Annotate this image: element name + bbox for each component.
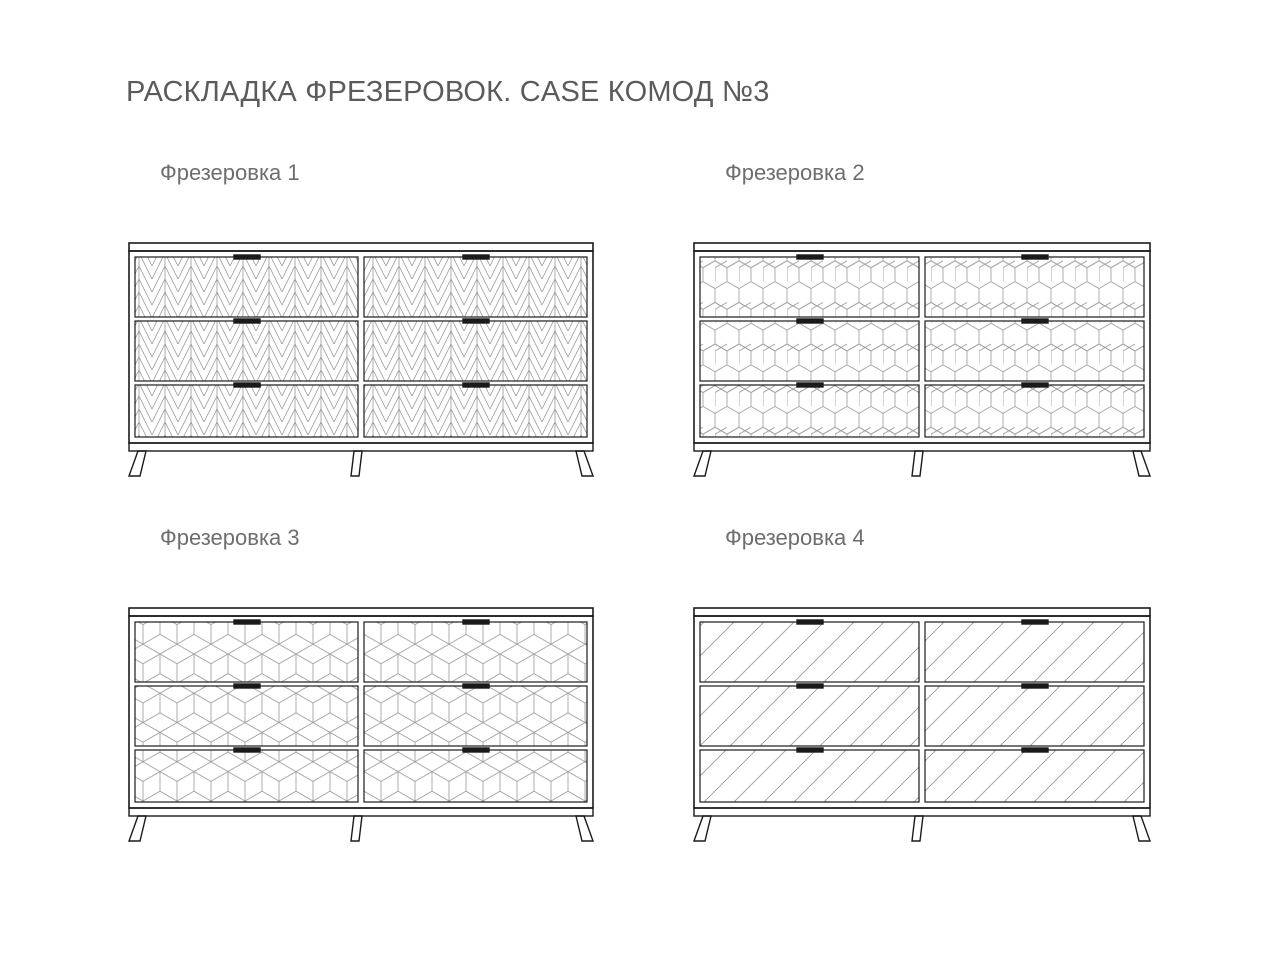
panel-label-1: Фрезеровка 1 <box>160 160 300 185</box>
panel-label-4: Фрезеровка 4 <box>725 525 865 550</box>
dresser-figure-4 <box>691 605 1153 845</box>
page-title: РАСКЛАДКА ФРЕЗЕРОВОК. CASE КОМОД №3 <box>126 76 770 108</box>
panel-milling-3 <box>0 365 640 845</box>
dresser-figure-3 <box>126 605 596 845</box>
panel-label-2: Фрезеровка 2 <box>725 160 865 185</box>
panel-milling-4 <box>565 365 1205 845</box>
panel-label-3: Фрезеровка 3 <box>160 525 300 550</box>
